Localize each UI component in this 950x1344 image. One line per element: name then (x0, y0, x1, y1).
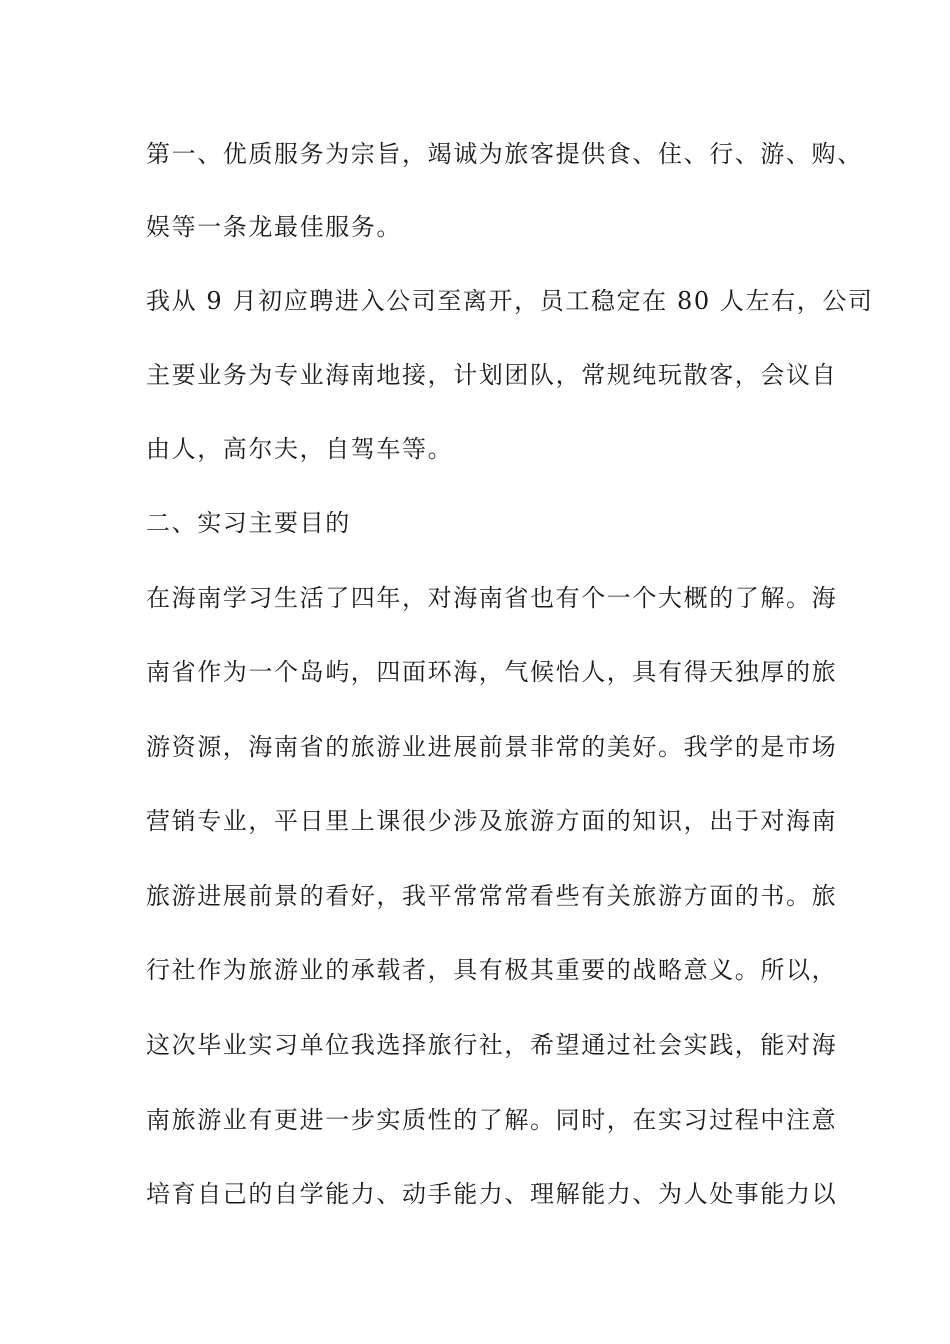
paragraph-line: 南旅游业有更进一步实质性的了解。同时，在实习过程中注意 (146, 1106, 838, 1134)
paragraph-line: 这次毕业实习单位我选择旅行社，希望通过社会实践，能对海 (146, 1031, 838, 1059)
section-heading: 二、实习主要目的 (146, 509, 351, 537)
paragraph-line: 营销专业，平日里上课很少涉及旅游方面的知识，出于对海南 (146, 807, 838, 835)
paragraph-line: 培育自己的自学能力、动手能力、理解能力、为人处事能力以 (146, 1180, 838, 1208)
paragraph-line: 南省作为一个岛屿，四面环海，气候怡人，具有得天独厚的旅 (146, 658, 838, 686)
paragraph-line: 游资源，海南省的旅游业进展前景非常的美好。我学的是市场 (146, 733, 838, 761)
paragraph-line: 娱等一条龙最佳服务。 (146, 213, 402, 241)
paragraph-line: 行社作为旅游业的承载者，具有极其重要的战略意义。所以， (146, 956, 838, 984)
paragraph-line: 旅游进展前景的看好，我平常常常看些有关旅游方面的书。旅 (146, 882, 838, 910)
paragraph-line: 主要业务为专业海南地接，计划团队，常规纯玩散客，会议自 (146, 361, 838, 389)
paragraph-line: 由人，高尔夫，自驾车等。 (146, 435, 454, 463)
paragraph-line: 在海南学习生活了四年，对海南省也有个一个大概的了解。海 (146, 584, 838, 612)
paragraph-line: 我从 9 月初应聘进入公司至离开，员工稳定在 80 人左右，公司 (146, 287, 874, 315)
paragraph-line: 第一、优质服务为宗旨，竭诚为旅客提供食、住、行、游、购、 (146, 140, 863, 168)
